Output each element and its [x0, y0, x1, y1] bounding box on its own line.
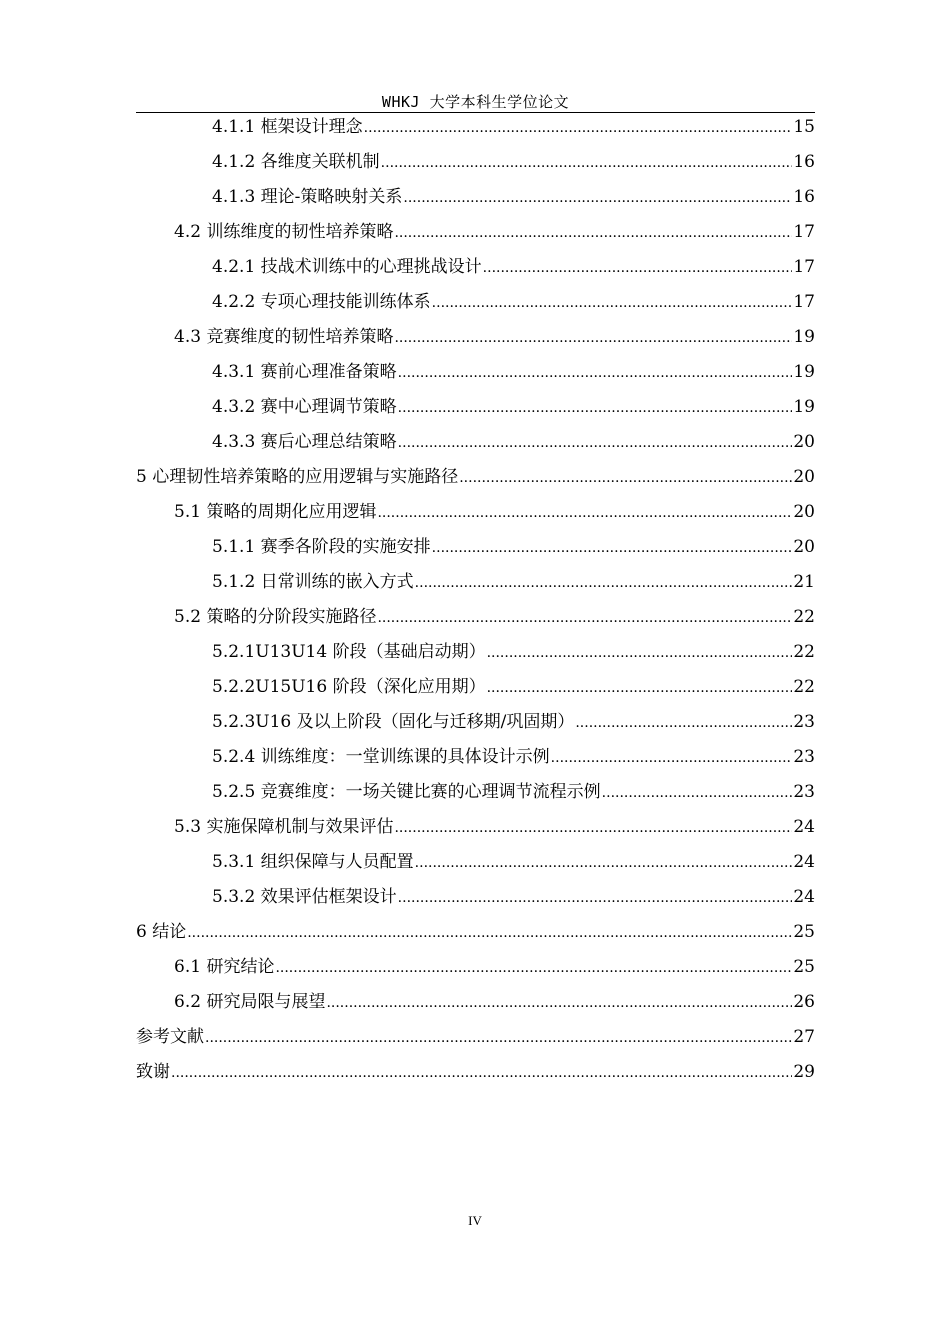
toc-entry-title: 4.2.2 专项心理技能训练体系 — [212, 292, 431, 312]
toc-dot-leader — [205, 1021, 792, 1056]
toc-entry[interactable] — [136, 705, 815, 740]
toc-entry-page: 25 — [793, 957, 815, 977]
toc-dot-leader — [415, 566, 793, 601]
toc-entry-title: 4.1.1 框架设计理念 — [212, 117, 363, 137]
toc-entry[interactable] — [136, 285, 815, 320]
toc-entry-page: 24 — [793, 852, 815, 872]
toc-entry-title: 5.3 实施保障机制与效果评估 — [174, 817, 394, 837]
toc-dot-leader — [602, 776, 793, 811]
toc-entry-title: 5.3.1 组织保障与人员配置 — [212, 852, 414, 872]
toc-entry[interactable] — [136, 215, 815, 250]
page-number: IV — [468, 1213, 482, 1228]
toc-entry-title: 5.2.4 训练维度：一堂训练课的具体设计示例 — [212, 747, 550, 767]
toc-entry-title: 4.3.3 赛后心理总结策略 — [212, 432, 397, 452]
toc-entry-page: 17 — [793, 292, 815, 312]
toc-entry[interactable] — [136, 355, 815, 390]
toc-dot-leader — [487, 671, 793, 706]
toc-dot-leader — [398, 356, 793, 391]
toc-entry-title: 6.2 研究局限与展望 — [174, 992, 326, 1012]
toc-entry-page: 17 — [793, 222, 815, 242]
toc-entry[interactable] — [136, 600, 815, 635]
toc-entry-page: 23 — [793, 782, 815, 802]
toc-entry-title: 致谢 — [136, 1062, 170, 1082]
toc-entry-page: 20 — [793, 537, 815, 557]
toc-entry-page: 19 — [793, 362, 815, 382]
toc-entry[interactable] — [136, 1055, 815, 1090]
header-title: WHKJ 大学本科生学位论文 — [381, 93, 570, 111]
toc-entry[interactable] — [136, 845, 815, 880]
toc-entry[interactable] — [136, 250, 815, 285]
toc-entry-title: 4.1.2 各维度关联机制 — [212, 152, 380, 172]
toc-dot-leader — [551, 741, 793, 776]
toc-entry-page: 24 — [793, 887, 815, 907]
toc-entry-title: 4.3.2 赛中心理调节策略 — [212, 397, 397, 417]
toc-dot-leader — [483, 251, 793, 286]
toc-dot-leader — [398, 391, 793, 426]
toc-entry-page: 17 — [793, 257, 815, 277]
toc-entry[interactable] — [136, 320, 815, 355]
toc-entry[interactable] — [136, 810, 815, 845]
toc-entry-title: 5.1.2 日常训练的嵌入方式 — [212, 572, 414, 592]
toc-dot-leader — [326, 986, 792, 1021]
toc-dot-leader — [377, 496, 792, 531]
toc-entry-page: 23 — [793, 712, 815, 732]
toc-dot-leader — [432, 286, 793, 321]
toc-entry[interactable] — [136, 460, 815, 495]
toc-entry[interactable] — [136, 110, 815, 145]
page-footer — [0, 1212, 950, 1230]
toc-dot-leader — [459, 461, 792, 496]
toc-entry-page: 29 — [793, 1062, 815, 1082]
toc-dot-leader — [415, 846, 793, 881]
toc-entry-title: 6 结论 — [136, 922, 187, 942]
toc-entry-page: 23 — [793, 747, 815, 767]
toc-entry-page: 22 — [793, 677, 815, 697]
toc-dot-leader — [432, 531, 793, 566]
toc-entry-title: 5.2.5 竞赛维度：一场关键比赛的心理调节流程示例 — [212, 782, 601, 802]
toc-entry-title: 4.3 竞赛维度的韧性培养策略 — [174, 327, 394, 347]
toc-entry[interactable] — [136, 565, 815, 600]
toc-entry-title: 5.1.1 赛季各阶段的实施安排 — [212, 537, 431, 557]
toc-dot-leader — [377, 601, 792, 636]
toc-entry-title: 5.2.2U15U16 阶段（深化应用期） — [212, 677, 486, 697]
toc-dot-leader — [275, 951, 792, 986]
table-of-contents — [136, 110, 815, 1090]
toc-entry-page: 25 — [793, 922, 815, 942]
toc-entry-page: 15 — [793, 117, 815, 137]
toc-entry-title: 5.2 策略的分阶段实施路径 — [174, 607, 377, 627]
toc-entry-title: 4.2 训练维度的韧性培养策略 — [174, 222, 394, 242]
toc-entry[interactable] — [136, 145, 815, 180]
toc-dot-leader — [187, 916, 792, 951]
toc-entry-page: 16 — [793, 152, 815, 172]
toc-entry[interactable] — [136, 985, 815, 1020]
toc-entry[interactable] — [136, 670, 815, 705]
toc-entry[interactable] — [136, 390, 815, 425]
toc-dot-leader — [394, 216, 792, 251]
toc-entry-title: 4.2.1 技战术训练中的心理挑战设计 — [212, 257, 482, 277]
toc-entry-page: 21 — [793, 572, 815, 592]
toc-entry[interactable] — [136, 180, 815, 215]
toc-dot-leader — [403, 181, 792, 216]
toc-entry-page: 22 — [793, 607, 815, 627]
toc-entry-page: 20 — [793, 502, 815, 522]
toc-entry-page: 24 — [793, 817, 815, 837]
toc-entry[interactable] — [136, 915, 815, 950]
toc-entry-title: 参考文献 — [136, 1027, 204, 1047]
toc-entry-page: 27 — [793, 1027, 815, 1047]
toc-entry[interactable] — [136, 635, 815, 670]
toc-entry-title: 5.2.1U13U14 阶段（基础启动期） — [212, 642, 486, 662]
toc-entry-title: 5.2.3U16 及以上阶段（固化与迁移期/巩固期） — [212, 712, 575, 732]
toc-dot-leader — [398, 426, 793, 461]
toc-entry[interactable] — [136, 950, 815, 985]
toc-dot-leader — [398, 881, 793, 916]
toc-dot-leader — [394, 811, 792, 846]
toc-dot-leader — [394, 321, 792, 356]
toc-entry-page: 19 — [793, 327, 815, 347]
toc-entry[interactable] — [136, 425, 815, 460]
toc-entry-page: 20 — [793, 432, 815, 452]
toc-entry-page: 26 — [793, 992, 815, 1012]
toc-entry-title: 5.3.2 效果评估框架设计 — [212, 887, 397, 907]
toc-entry-page: 22 — [793, 642, 815, 662]
toc-entry-title: 6.1 研究结论 — [174, 957, 275, 977]
toc-entry[interactable] — [136, 775, 815, 810]
toc-entry[interactable] — [136, 740, 815, 775]
toc-entry-title: 5.1 策略的周期化应用逻辑 — [174, 502, 377, 522]
toc-entry[interactable] — [136, 530, 815, 565]
toc-entry[interactable] — [136, 1020, 815, 1055]
toc-dot-leader — [364, 111, 793, 146]
toc-dot-leader — [171, 1056, 792, 1091]
page-header — [136, 93, 815, 111]
toc-dot-leader — [575, 706, 792, 741]
toc-dot-leader — [381, 146, 793, 181]
toc-entry-page: 19 — [793, 397, 815, 417]
toc-dot-leader — [487, 636, 793, 671]
toc-entry[interactable] — [136, 880, 815, 915]
toc-entry-title: 4.3.1 赛前心理准备策略 — [212, 362, 397, 382]
toc-entry-title: 4.1.3 理论-策略映射关系 — [212, 187, 403, 207]
toc-entry[interactable] — [136, 495, 815, 530]
toc-entry-title: 5 心理韧性培养策略的应用逻辑与实施路径 — [136, 467, 459, 487]
toc-entry-page: 16 — [793, 187, 815, 207]
toc-entry-page: 20 — [793, 467, 815, 487]
